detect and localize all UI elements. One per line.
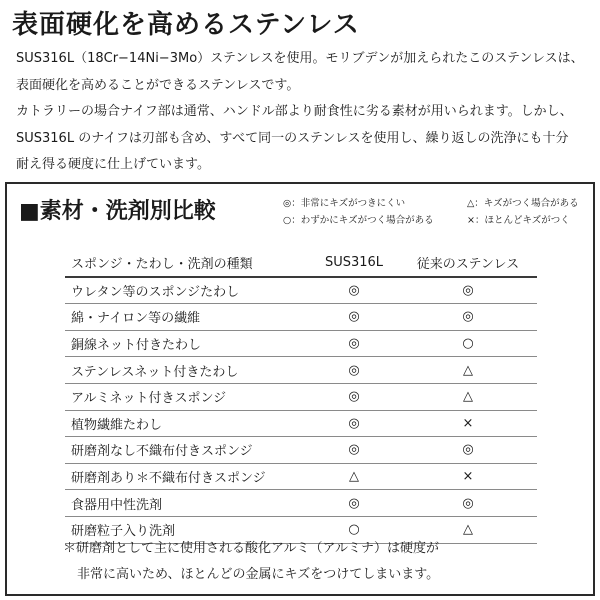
row-label: 植物繊維たわし bbox=[65, 410, 309, 437]
table-row bbox=[65, 463, 537, 490]
row-label: 研磨粒子入り洗剤 bbox=[65, 516, 309, 543]
row-label: アルミネット付きスポンジ bbox=[65, 383, 309, 410]
intro-line: カトラリーの場合ナイフ部は通常、ハンドル部より耐食性に劣る素材が用いられます。しかし、 bbox=[16, 104, 573, 119]
conventional-rating: ◎ bbox=[399, 277, 537, 304]
footnote-line: 非常に高いため、ほとんどの金属にキズをつけてしまいます。 bbox=[77, 567, 440, 582]
sus316l-rating: ◎ bbox=[309, 330, 399, 357]
sus316l-rating: ◎ bbox=[309, 437, 399, 464]
conventional-rating: × bbox=[399, 463, 537, 490]
sus316l-rating: ◎ bbox=[309, 277, 399, 304]
sus316l-rating: ◎ bbox=[309, 383, 399, 410]
intro-line: SUS316L（18Cr−14Ni−3Mo）ステンレスを使用。モリブデンが加えられたこのステンレスは、 bbox=[16, 51, 584, 66]
sus316l-rating: ◎ bbox=[309, 357, 399, 384]
conventional-rating: △ bbox=[399, 516, 537, 543]
row-label: 研磨剤あり＊不織布付きスポンジ bbox=[65, 463, 309, 490]
footnote bbox=[63, 536, 563, 588]
conventional-rating: × bbox=[399, 410, 537, 437]
sus316l-rating: ◎ bbox=[309, 490, 399, 517]
table-row bbox=[65, 383, 537, 410]
table-row bbox=[65, 304, 537, 331]
table-row bbox=[65, 437, 537, 464]
row-label: 研磨剤なし不織布付きスポンジ bbox=[65, 437, 309, 464]
symbol-legend bbox=[283, 195, 593, 229]
legend-item: ×：ほとんどキズがつく bbox=[467, 215, 570, 226]
row-label: ステンレスネット付きたわし bbox=[65, 357, 309, 384]
row-label: ウレタン等のスポンジたわし bbox=[65, 277, 309, 304]
intro-text bbox=[16, 46, 591, 179]
legend-row bbox=[283, 195, 593, 212]
column-header-sus316l: SUS316L bbox=[309, 250, 399, 277]
conventional-rating: ◎ bbox=[399, 490, 537, 517]
intro-line: 表面硬化を高めることができるステンレスです。 bbox=[16, 77, 300, 93]
conventional-rating: ○ bbox=[399, 330, 537, 357]
conventional-rating: ◎ bbox=[399, 304, 537, 331]
sus316l-rating: △ bbox=[309, 463, 399, 490]
conventional-rating: ◎ bbox=[399, 437, 537, 464]
table-header-row bbox=[65, 250, 537, 277]
table-row bbox=[65, 490, 537, 517]
footnote-line: ＊研磨剤として主に使用される酸化アルミ（アルミナ）は硬度が bbox=[63, 541, 439, 556]
intro-line: SUS316L のナイフは刃部も含め、すべて同一のステンレスを使用し、繰り返しの洗浄にも十分 bbox=[16, 130, 569, 146]
table-row bbox=[65, 357, 537, 384]
legend-item: ○：わずかにキズがつく場合がある bbox=[283, 215, 434, 226]
table-row bbox=[65, 277, 537, 304]
column-header-type: スポンジ・たわし・洗剤の種類 bbox=[65, 250, 309, 277]
comparison-box bbox=[5, 182, 595, 596]
comparison-table bbox=[65, 250, 537, 544]
legend-item: ◎：非常にキズがつきにくい bbox=[283, 198, 406, 209]
conventional-rating: △ bbox=[399, 383, 537, 410]
page-title: 表面硬化を高めるステンレス bbox=[12, 10, 360, 40]
intro-line: 耐え得る硬度に仕上げています。 bbox=[16, 157, 210, 172]
column-header-conventional: 従来のステンレス bbox=[399, 250, 537, 277]
intro-section bbox=[0, 0, 600, 178]
row-label: 綿・ナイロン等の繊維 bbox=[65, 304, 309, 331]
comparison-title: ■素材・洗剤別比較 bbox=[19, 199, 216, 224]
table-row bbox=[65, 410, 537, 437]
legend-row bbox=[283, 212, 593, 229]
legend-item: △：キズがつく場合がある bbox=[467, 198, 579, 209]
row-label: 銅線ネット付きたわし bbox=[65, 330, 309, 357]
sus316l-rating: ◎ bbox=[309, 410, 399, 437]
sus316l-rating: ◎ bbox=[309, 304, 399, 331]
sus316l-rating: ○ bbox=[309, 516, 399, 543]
conventional-rating: △ bbox=[399, 357, 537, 384]
row-label: 食器用中性洗剤 bbox=[65, 490, 309, 517]
table-row bbox=[65, 330, 537, 357]
